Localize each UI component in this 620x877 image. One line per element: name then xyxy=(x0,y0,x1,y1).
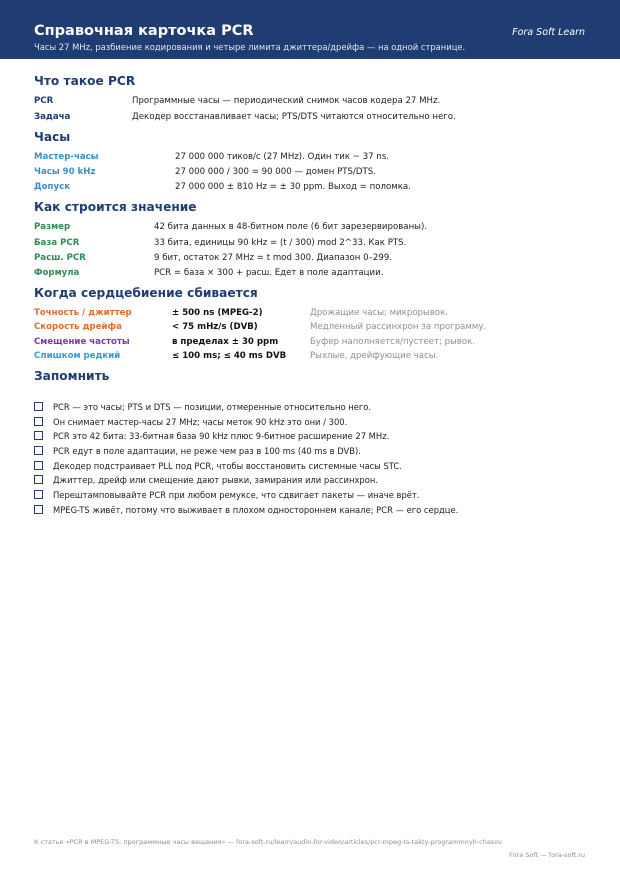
checklist-text: PCR едут в поле адаптации, не реже чем раз в 100 ms (40 ms в DVB). xyxy=(53,446,361,456)
checklist-text: PCR это 42 бита: 33-битная база 90 kHz плюс 9-битное расширение 27 MHz. xyxy=(53,431,390,441)
definition-term: Задача xyxy=(34,112,71,122)
limit-note: Дрожащие часы; микрорывок. xyxy=(310,308,449,318)
build-desc: 33 бита, единицы 90 kHz = (t / 300) mod 2^33. Как PTS. xyxy=(154,238,407,248)
clock-desc: 27 000 000 тиков/с (27 MHz). Один тик ~ 37 ns. xyxy=(175,152,390,162)
checkbox[interactable] xyxy=(34,402,43,411)
limit-note: Буфер наполняется/пустеет; рывок. xyxy=(310,337,476,347)
section-title-what: Что такое PCR xyxy=(34,74,136,88)
clock-desc: 27 000 000 ± 810 Hz = ± 30 ppm. Выход = поломка. xyxy=(175,182,411,192)
section-title-build: Как строится значение xyxy=(34,200,197,214)
checklist-text: Декодер подстраивает PLL под PCR, чтобы восстановить системные часы STC. xyxy=(53,461,402,471)
build-term: Размер xyxy=(34,222,71,232)
build-term: Формула xyxy=(34,268,80,278)
limit-note: Медленный рассинхрон за программу. xyxy=(310,322,487,332)
checkbox[interactable] xyxy=(34,431,43,440)
checklist-text: Перештамповывайте PCR при любом ремуксе, что сдвигает пакеты — иначе врёт. xyxy=(53,490,420,500)
checklist-text: Он снимает мастер-часы 27 MHz; часы меток 90 kHz это они / 300. xyxy=(53,417,348,427)
clock-term: Мастер-часы xyxy=(34,152,99,162)
limit-note: Рыхлые, дрейфующие часы. xyxy=(310,351,439,361)
checkbox[interactable] xyxy=(34,446,43,455)
checkbox[interactable] xyxy=(34,505,43,514)
limit-value: в пределах ± 30 ppm xyxy=(172,337,279,347)
checklist-text: Джиттер, дрейф или смещение дают рывки, замирания или рассинхрон. xyxy=(53,475,378,485)
section-title-fail: Когда сердцебиение сбивается xyxy=(34,286,258,300)
build-desc: 42 бита данных в 48-битном поле (6 бит зарезервированы). xyxy=(154,222,428,232)
limit-term: Слишком редкий xyxy=(34,351,121,361)
section-title-remember: Запомнить xyxy=(34,369,110,383)
header-banner xyxy=(0,0,620,59)
limit-term: Скорость дрейфа xyxy=(34,322,122,332)
definition-term: PCR xyxy=(34,96,54,106)
section-title-clock: Часы xyxy=(34,130,71,144)
brand-label: Fora Soft Learn xyxy=(512,27,585,38)
clock-term: Часы 90 kHz xyxy=(34,167,96,177)
limit-term: Смещение частоты xyxy=(34,337,130,347)
definition-desc: Программные часы — периодический снимок часов кодера 27 MHz. xyxy=(132,96,441,106)
build-term: Расш. PCR xyxy=(34,253,86,263)
limit-value: ≤ 100 ms; ≤ 40 ms DVB xyxy=(172,351,287,361)
definition-desc: Декодер восстанавливает часы; PTS/DTS читаются относительно него. xyxy=(132,112,456,122)
clock-term: Допуск xyxy=(34,182,71,192)
build-desc: PCR = база × 300 + расш. Едет в поле адаптации. xyxy=(154,268,384,278)
checkbox[interactable] xyxy=(34,475,43,484)
footer-brand: Fora Soft — fora-soft.ru xyxy=(509,851,585,859)
checkbox[interactable] xyxy=(34,490,43,499)
checkbox[interactable] xyxy=(34,417,43,426)
limit-value: < 75 mHz/s (DVB) xyxy=(172,322,258,332)
clock-desc: 27 000 000 / 300 = 90 000 — домен PTS/DTS. xyxy=(175,167,376,177)
page-title: Справочная карточка PCR xyxy=(34,23,254,39)
limit-value: ± 500 ns (MPEG-2) xyxy=(172,308,263,318)
limit-term: Точность / джиттер xyxy=(34,308,132,318)
build-term: База PCR xyxy=(34,238,80,248)
build-desc: 9 бит, остаток 27 MHz = t mod 300. Диапазон 0–299. xyxy=(154,253,393,263)
checklist-text: MPEG-TS живёт, потому что выживает в плохом одностороннем канале; PCR — его сердце. xyxy=(53,505,459,515)
checklist-text: PCR — это часы; PTS и DTS — позиции, отмеренные относительно него. xyxy=(53,402,372,412)
page-subtitle: Часы 27 MHz, разбиение кодирования и четыре лимита джиттера/дрейфа — на одной странице. xyxy=(34,42,466,52)
footer-reference: К статье «PCR в MPEG-TS: программные часы вещания» — fora-soft.ru/learn/audio-for-video/articles/pcr-mpeg-ts-takty-programmnyh-chasov xyxy=(34,838,503,846)
checkbox[interactable] xyxy=(34,461,43,470)
